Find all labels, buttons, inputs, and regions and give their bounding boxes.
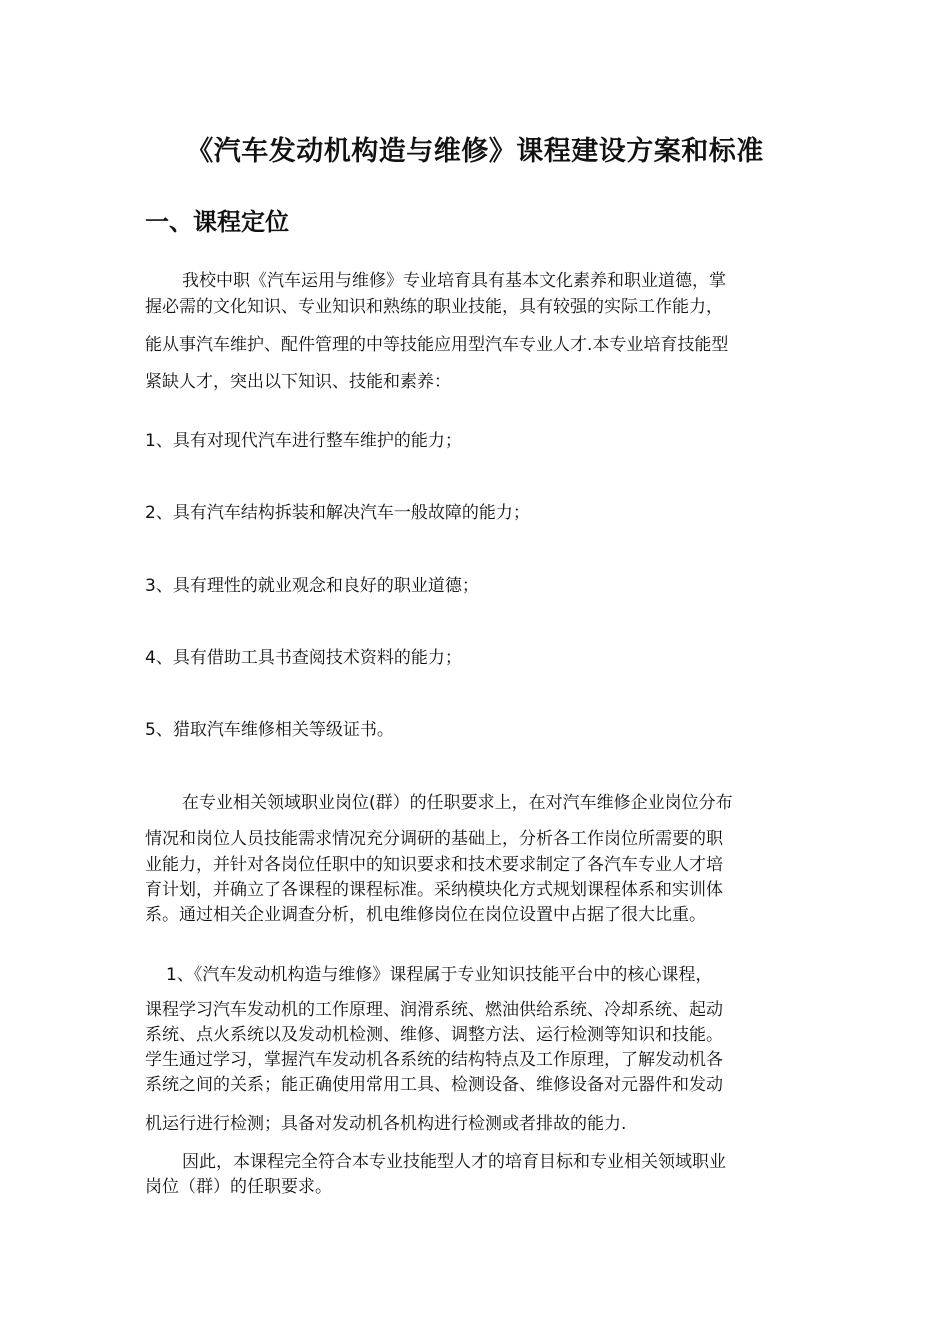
list-item: 5、猎取汽车维修相关等级证书。 (145, 720, 394, 740)
paragraph-line: 紧缺人才，突出以下知识、技能和素养： (145, 372, 451, 392)
section-heading-course-positioning: 一、课程定位 (145, 208, 289, 236)
paragraph-line: 学生通过学习，掌握汽车发动机各系统的结构特点及工作原理，了解发动机各 (145, 1050, 723, 1070)
paragraph-line: 系统、点火系统以及发动机检测、维修、调整方法、运行检测等知识和技能。 (145, 1025, 723, 1045)
paragraph-line: 因此，本课程完全符合本专业技能型人才的培育目标和专业相关领域职业 (182, 1152, 726, 1172)
paragraph-line: 业能力，并针对各岗位任职中的知识要求和技术要求制定了各汽车专业人才培 (145, 855, 723, 875)
paragraph-line: 情况和岗位人员技能需求情况充分调研的基础上，分析各工作岗位所需要的职 (145, 829, 723, 849)
paragraph-line: 1、《汽车发动机构造与维修》课程属于专业知识技能平台中的核心课程， (166, 965, 713, 985)
paragraph-line: 在专业相关领域职业岗位(群）的任职要求上，在对汽车维修企业岗位分布 (182, 793, 733, 813)
paragraph-line: 系。通过相关企业调查分析，机电维修岗位在岗位设置中占据了很大比重。 (145, 905, 706, 925)
paragraph-line: 课程学习汽车发动机的工作原理、润滑系统、燃油供给系统、冷却系统、起动 (145, 1000, 723, 1020)
list-item: 2、具有汽车结构拆装和解决汽车一般故障的能力； (145, 503, 530, 523)
paragraph-line: 能从事汽车维护、配件管理的中等技能应用型汽车专业人才.本专业培育技能型 (145, 335, 729, 355)
paragraph-line: 岗位（群）的任职要求。 (145, 1177, 332, 1197)
list-item: 3、具有理性的就业观念和良好的职业道德； (145, 576, 479, 596)
list-item: 4、具有借助工具书查阅技术资料的能力； (145, 648, 462, 668)
list-item: 1、具有对现代汽车进行整车维护的能力； (145, 431, 462, 451)
paragraph-line: 系统之间的关系；能正确使用常用工具、检测设备、维修设备对元器件和发动 (145, 1075, 723, 1095)
paragraph-line: 我校中职《汽车运用与维修》专业培育具有基本文化素养和职业道德，掌 (182, 271, 726, 291)
document-title: 《汽车发动机构造与维修》课程建设方案和标准 (186, 136, 764, 167)
paragraph-line: 机运行进行检测；具备对发动机各机构进行检测或者排故的能力. (145, 1114, 627, 1134)
paragraph-line: 握必需的文化知识、专业知识和熟练的职业技能，具有较强的实际工作能力， (145, 297, 723, 317)
paragraph-line: 育计划，并确立了各课程的课程标准。采纳模块化方式规划课程体系和实训体 (145, 880, 723, 900)
